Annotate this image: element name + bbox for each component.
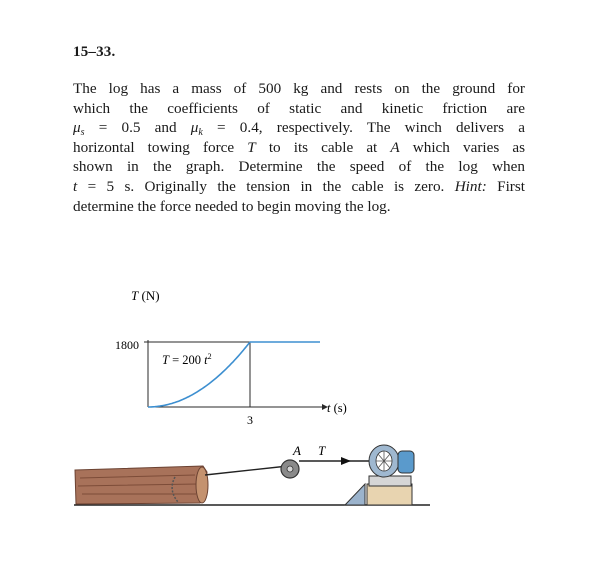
problem-line-5: shown in the graph. Determine the speed of the log when <box>73 158 525 176</box>
mu-symbol: μ <box>73 119 81 137</box>
figure-svg <box>0 270 615 556</box>
mu-symbol: μ <box>190 119 199 137</box>
figure <box>0 270 615 556</box>
log-icon <box>75 466 208 504</box>
tension-graph <box>115 288 347 427</box>
line-4-text-a: horizontal towing force <box>73 138 248 156</box>
y-tick-label: 1800 <box>115 338 139 352</box>
winch-motor-icon <box>367 445 414 505</box>
force-arrow <box>341 457 351 465</box>
pulley-icon <box>281 460 299 478</box>
force-symbol: T <box>247 138 256 156</box>
line-4-text-b: to its cable at <box>255 138 391 156</box>
force-t-label: T <box>318 443 326 458</box>
line-4-text-c: which varies as <box>399 138 526 156</box>
series-curve <box>148 342 250 407</box>
static-coefficient-text: = 0.5 and <box>84 119 191 137</box>
x-tick-label: 3 <box>247 413 253 427</box>
cable-log <box>205 466 288 475</box>
time-symbol: t <box>73 177 78 195</box>
problem-line-6 <box>73 177 525 197</box>
problem-line-1: The log has a mass of 500 kg and rests on the ground for <box>73 80 525 97</box>
winch-diagram <box>74 443 430 505</box>
line-6-text-a: = 5 s. Originally the tension in the cable is zero. <box>77 177 455 195</box>
hint-label: Hint: <box>454 177 487 195</box>
point-a-label: A <box>293 443 301 458</box>
mu-s-subscript: s <box>80 127 85 139</box>
x-axis-label: t (s) <box>327 401 347 415</box>
problem-line-7: determine the force needed to begin moving the log. <box>73 197 391 215</box>
problem-statement <box>73 79 525 216</box>
mu-k-subscript: k <box>198 127 203 139</box>
problem-number: 15–33. <box>73 44 116 60</box>
point-symbol: A <box>390 138 400 156</box>
problem-line-3 <box>73 118 525 138</box>
problem-line-2: which the coefficients of static and kinetic friction are <box>73 99 525 117</box>
curve-label: T = 200 $t^2$ <box>162 352 212 367</box>
kinetic-coefficient-text: = 0.4, respectively. The winch delivers a <box>202 119 525 137</box>
line-6-text-b: First <box>486 177 525 195</box>
support-wedge <box>345 484 365 505</box>
problem-line-4 <box>73 138 525 158</box>
y-axis-label: T (N) <box>131 288 160 303</box>
